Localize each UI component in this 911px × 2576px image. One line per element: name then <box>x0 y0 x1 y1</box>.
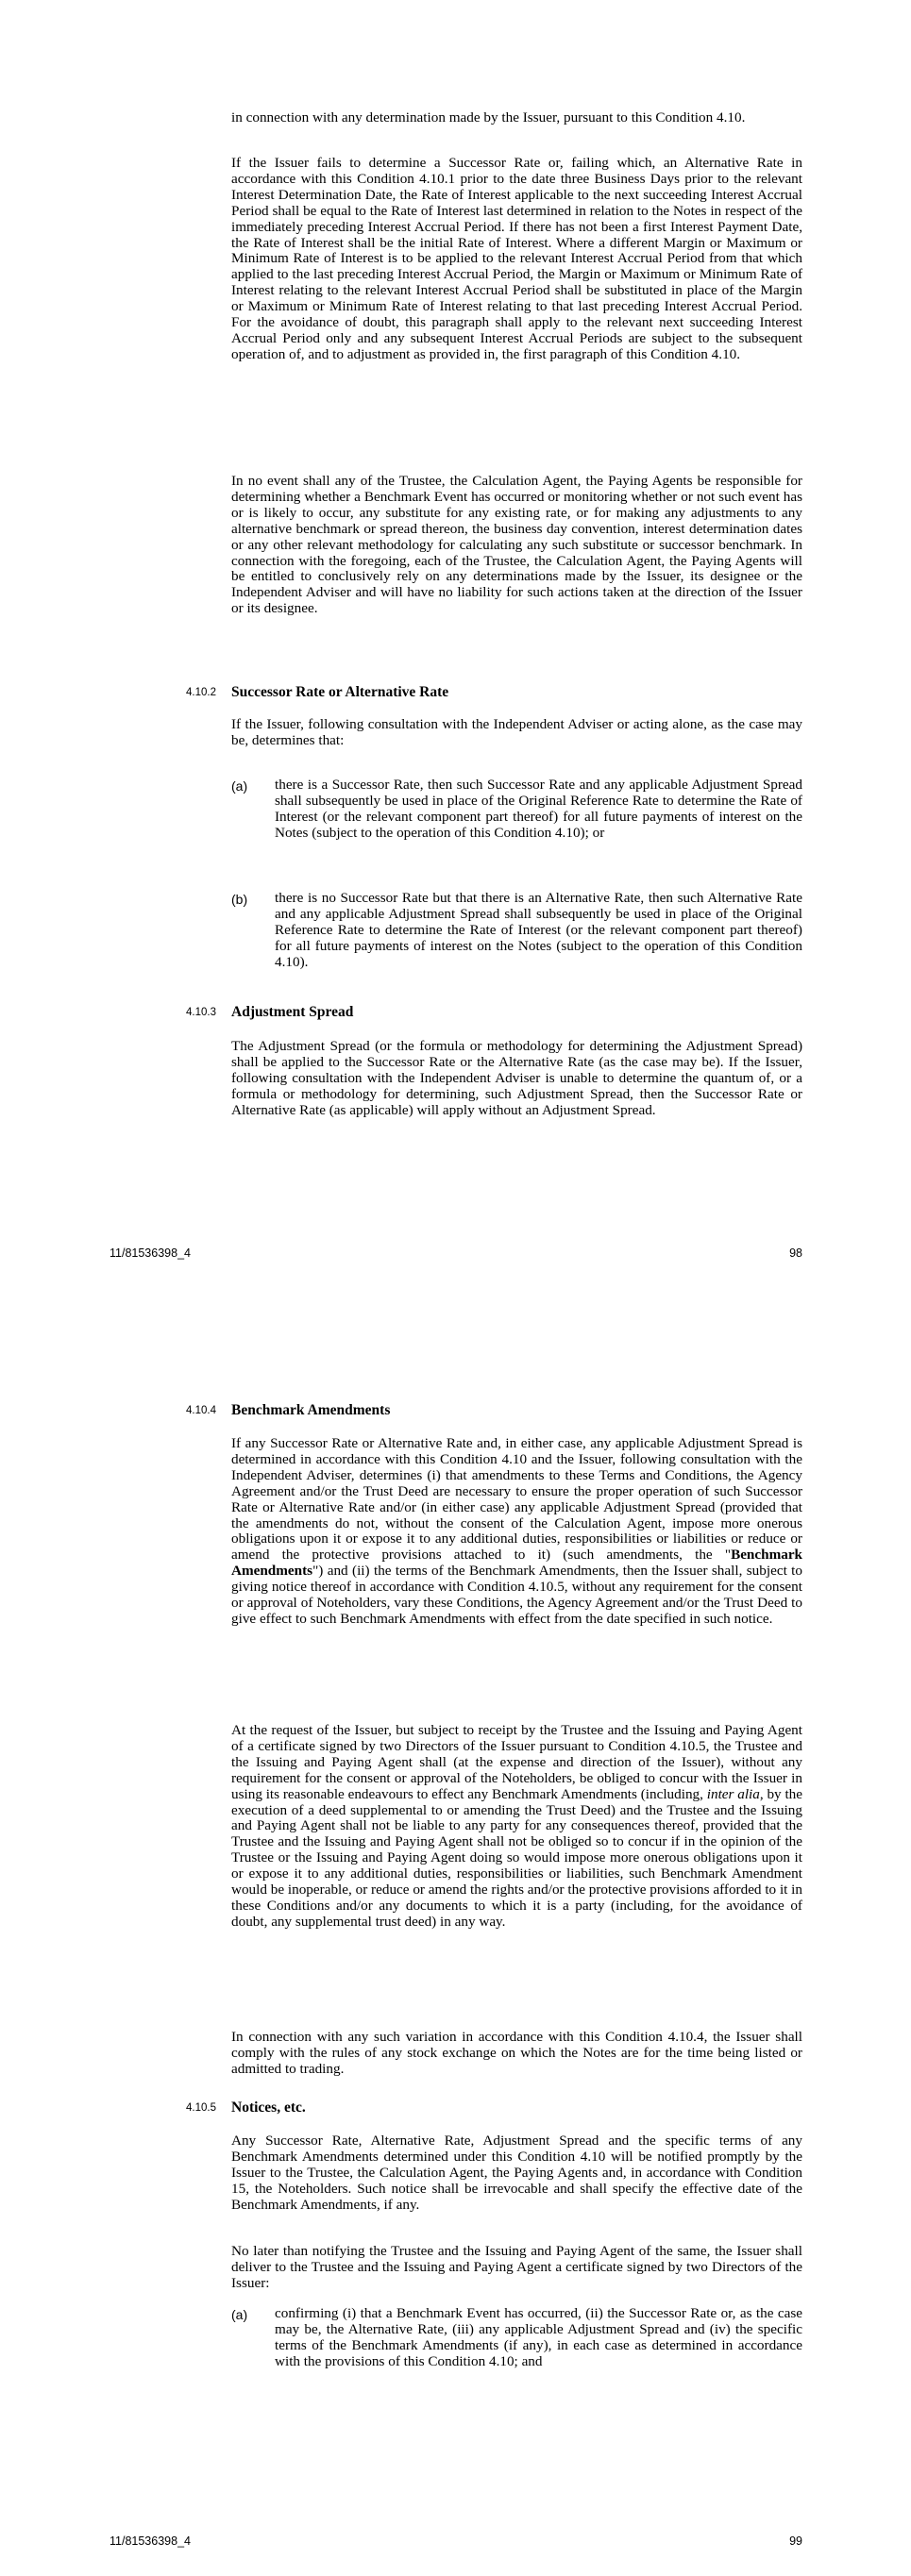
list-item-label-b: (b) <box>231 892 248 907</box>
footer-document-reference: 11/81536398_4 <box>110 1246 191 1260</box>
paragraph-certificate: No later than notifying the Trustee and the Issuing and Paying Agent of the same, the Issuer shall deliver to the Trustee and the Issuing and Paying Agent a certificate signed by two Directors of the Issuer: <box>231 2243 802 2291</box>
section-heading-adjustment-spread: Adjustment Spread <box>231 1004 354 1020</box>
footer-document-reference: 11/81536398_4 <box>110 2534 191 2548</box>
footer-page-number: 99 <box>789 2534 802 2548</box>
paragraph-benchmark-amendments: If any Successor Rate or Alternative Rate and, in either case, any applicable Adjustment Spread is determined in accordance with this Condition 4.10 and the Issuer, following consultation with the Independent Adviser, determines (i) that amendments to these Terms and Conditions, the Agency Agreement and/or the Trust Deed are necessary to ensure the proper operation of such Successor Rate or Alternative Rate and/or (in either case) any applicable Adjustment Spread (provided that the amendments do not, without the consent of the Calculation Agent, impose more onerous obligations upon it or expose it to any additional duties, responsibilities or liabilities or reduce or amend the protective provisions attached to it) (such amendments, the "Benchmark Amendments") and (ii) the terms of the Benchmark Amendments, then the Issuer shall, subject to giving notice thereof in accordance with Condition 4.10.5, without any requirement for the consent or approval of Noteholders, vary these Conditions, the Agency Agreement and/or the Trust Deed to give effect to such Benchmark Amendments with effect from the date specified in such notice. <box>231 1435 802 1627</box>
list-item-text-a: confirming (i) that a Benchmark Event has occurred, (ii) the Successor Rate or, as the case may be, the Alternative Rate, (iii) any applicable Adjustment Spread and (iv) the specific terms of the Benchmark Amendments (if any), in each case as determined in accordance with the provisions of this Condition 4.10; and <box>275 2305 802 2369</box>
paragraph-notices: Any Successor Rate, Alternative Rate, Adjustment Spread and the specific terms of any Benchmark Amendments determined under this Condition 4.10 will be notified promptly by the Issuer to the Trustee, the Calculation Agent, the Paying Agents and, in accordance with Condition 15, the Noteholders. Such notice shall be irrevocable and shall specify the effective date of the Benchmark Amendments, if any. <box>231 2133 802 2213</box>
paragraph-adjustment-spread: The Adjustment Spread (or the formula or methodology for determining the Adjustment Spread) shall be applied to the Successor Rate or the Alternative Rate (as the case may be). If the Issuer, following consultation with the Independent Adviser is unable to determine the quantum of, or a formula or methodology for determining, such Adjustment Spread, then the Successor Rate or Alternative Rate (as applicable) will apply without an Adjustment Spread. <box>231 1038 802 1118</box>
section-heading-successor-rate: Successor Rate or Alternative Rate <box>231 684 449 700</box>
paragraph-intro: in connection with any determination made by the Issuer, pursuant to this Condition 4.10. <box>231 109 746 125</box>
paragraph-issuer-fails: If the Issuer fails to determine a Successor Rate or, failing which, an Alternative Rate in accordance with this Condition 4.10.1 prior to the date three Business Days prior to the relevant Interest Determination Date, the Rate of Interest applicable to the next succeeding Interest Accrual Period shall be equal to the Rate of Interest last determined in relation to the Notes in respect of the immediately preceding Interest Accrual Period. If there has not been a first Interest Payment Date, the Rate of Interest shall be the initial Rate of Interest. Where a different Margin or Maximum or Minimum Rate of Interest is to be applied to the relevant Interest Accrual Period from that which applied to the last preceding Interest Accrual Period, the Margin or Maximum or Minimum Rate of Interest relating to the relevant Interest Accrual Period shall be substituted in place of the Margin or Maximum or Minimum Rate of Interest relating to that last preceding Interest Accrual Period. For the avoidance of doubt, this paragraph shall apply to the relevant next succeeding Interest Accrual Period only and any subsequent Interest Accrual Periods are subject to the subsequent operation of, and to adjustment as provided in, the first paragraph of this Condition 4.10. <box>231 155 802 362</box>
page-99 <box>0 1288 911 2576</box>
defined-term-benchmark-amendments: Benchmark Amendments <box>231 1547 802 1580</box>
section-heading-benchmark-amendments: Benchmark Amendments <box>231 1402 391 1418</box>
section-number-4-10-5: 4.10.5 <box>186 2102 216 2114</box>
section-heading-notices: Notices, etc. <box>231 2099 306 2116</box>
list-item-text-b: there is no Successor Rate but that there is an Alternative Rate, then such Alternative Rate and any applicable Adjustment Spread shall subsequently be used in place of the Original Reference Rate to determine the Rate of Interest (or the relevant component part thereof) for all future payments of interest on the Notes (subject to the operation of this Condition 4.10). <box>275 890 802 970</box>
list-item-text-a: there is a Successor Rate, then such Successor Rate and any applicable Adjustment Spread shall subsequently be used in place of the Original Reference Rate to determine the Rate of Interest (or the relevant component part thereof) for all future payments of interest on the Notes (subject to the operation of this Condition 4.10); or <box>275 777 802 841</box>
list-item-label-a: (a) <box>231 778 248 794</box>
paragraph-issuer-determines: If the Issuer, following consultation with the Independent Adviser or acting alone, as the case may be, determines that: <box>231 716 802 748</box>
paragraph-stock-exchange-rules: In connection with any such variation in accordance with this Condition 4.10.4, the Issuer shall comply with the rules of any stock exchange on which the Notes are for the time being listed or admitted to trading. <box>231 2029 802 2077</box>
section-number-4-10-2: 4.10.2 <box>186 687 216 698</box>
section-number-4-10-3: 4.10.3 <box>186 1007 216 1018</box>
italic-inter-alia: inter alia <box>706 1785 760 1802</box>
list-item-label-a: (a) <box>231 2307 248 2322</box>
section-number-4-10-4: 4.10.4 <box>186 1405 216 1416</box>
paragraph-no-event: In no event shall any of the Trustee, the Calculation Agent, the Paying Agents be responsible for determining whether a Benchmark Event has occurred or monitoring whether or not such event has or is likely to occur, any substitute for any existing rate, or for making any adjustments to any alternative benchmark or spread thereon, the business day convention, interest determination dates or any other relevant methodology for calculating any such substitute or successor benchmark. In connection with the foregoing, each of the Trustee, the Calculation Agent, the Paying Agents will be entitled to conclusively rely on any determinations made by the Issuer, its designee or the Independent Adviser and will have no liability for such actions taken at the direction of the Issuer or its designee. <box>231 473 802 617</box>
footer-page-number: 98 <box>789 1246 802 1260</box>
paragraph-request-of-issuer: At the request of the Issuer, but subject to receipt by the Trustee and the Issuing and Paying Agent of a certificate signed by two Directors of the Issuer pursuant to Condition 4.10.5, the Trustee and the Issuing and Paying Agent shall (at the expense and direction of the Issuer), without any requirement for the consent or approval of the Noteholders, be obliged to concur with the Issuer in using its reasonable endeavours to effect any Benchmark Amendments (including, inter alia, by the execution of a deed supplemental to or amending the Trust Deed) and the Trustee and the Issuing and Paying Agent shall not be liable to any party for any consequences thereof, provided that the Trustee and the Issuing and Paying Agent shall not be obliged so to concur if in the opinion of the Trustee or the Issuing and Paying Agent doing so would impose more onerous obligations upon it or expose it to any additional duties, responsibilities or liabilities, such Benchmark Amendment would be inoperable, or reduce or amend the rights and/or the protective provisions afforded to it in these Conditions and/or any documents to which it is a party (including, for the avoidance of doubt, any supplemental trust deed) in any way. <box>231 1722 802 1930</box>
